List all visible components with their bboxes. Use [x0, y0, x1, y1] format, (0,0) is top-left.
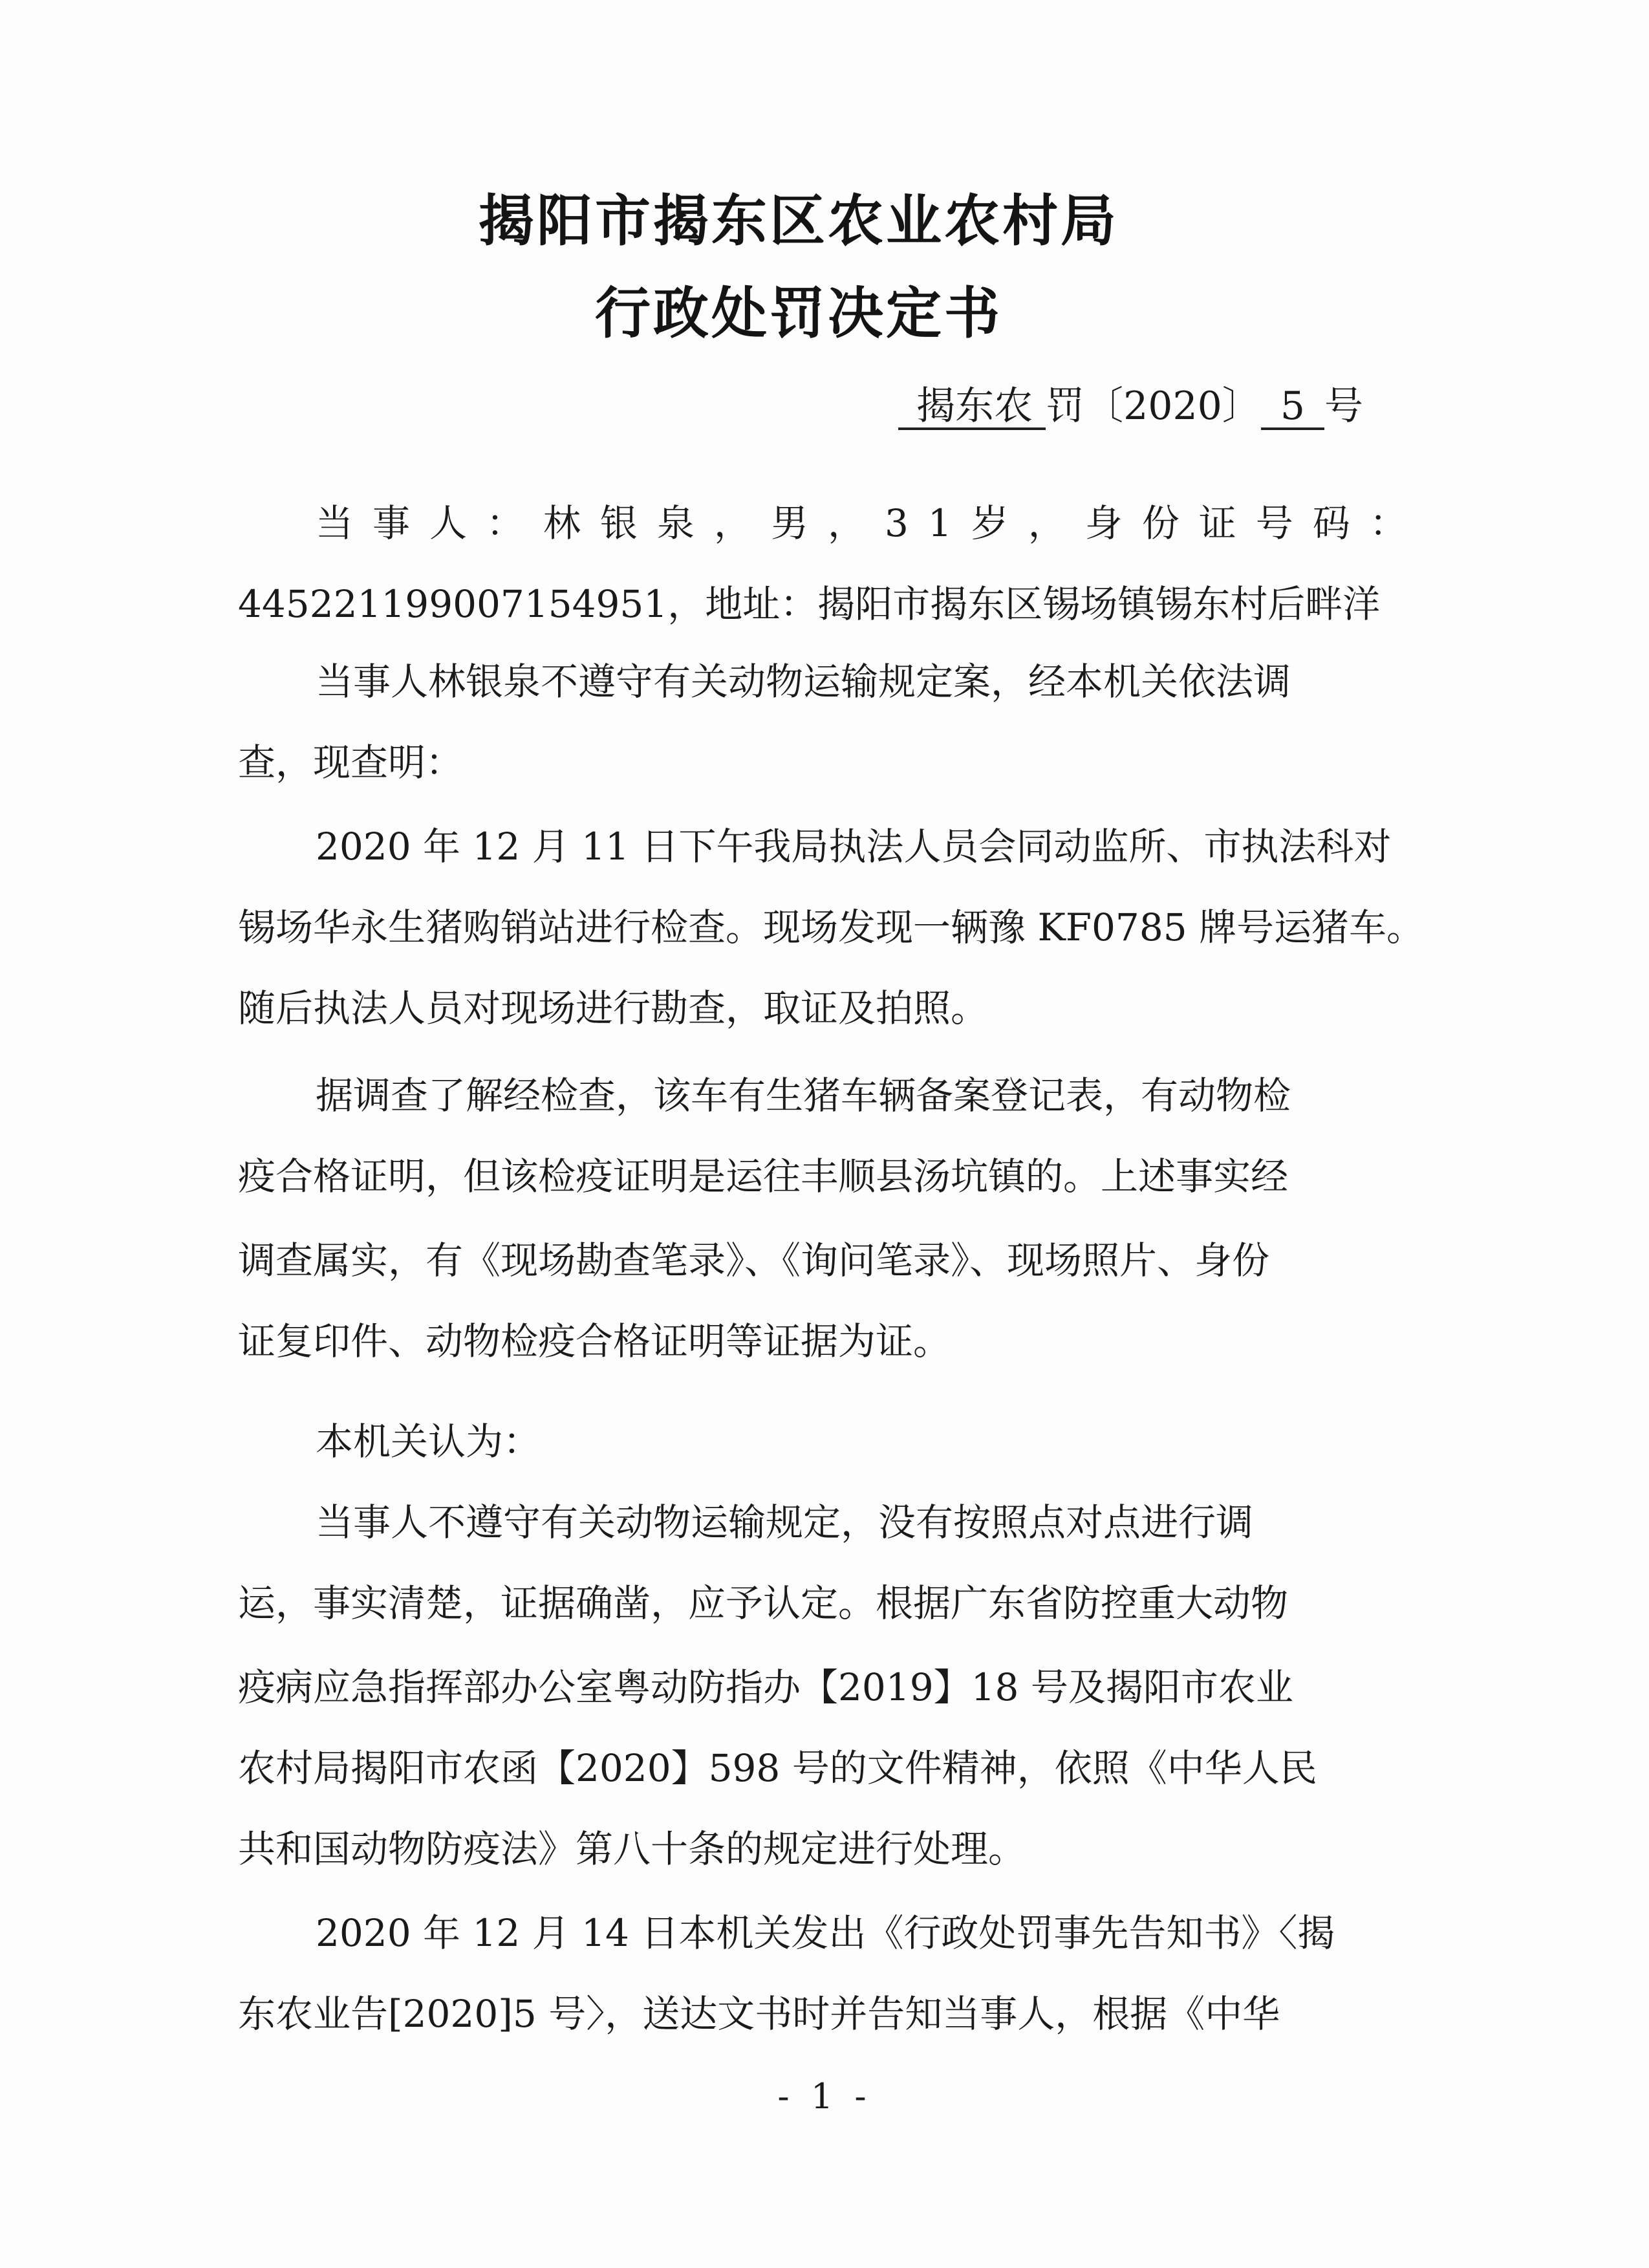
body-line: 东农业告[2020]5 号〉，送达文书时并告知当事人，根据《中华 [238, 1992, 1280, 2036]
body-line: 锡场华永生猪购销站进行检查。现场发现一辆豫 KF0785 牌号运猪车。 [238, 905, 1425, 949]
body-line: 疫病应急指挥部办公室粤动防指办【2019】18 号及揭阳市农业 [238, 1665, 1293, 1709]
body-line: 2020 年 12 月 14 日本机关发出《行政处罚事先告知书》〈揭 [316, 1911, 1335, 1955]
body-line: 疫合格证明，但该检疫证明是运往丰顺县汤坑镇的。上述事实经 [238, 1154, 1289, 1198]
document-title-line2: 行政处罚决定书 [595, 281, 1002, 346]
body-line: 当事人不遵守有关动物运输规定，没有按照点对点进行调 [316, 1500, 1254, 1544]
doc-number-value: 5 [1261, 385, 1324, 430]
body-line: 445221199007154951，地址：揭阳市揭东区锡场镇锡东村后畔洋 [238, 582, 1381, 626]
page-number: - 1 - [777, 2076, 872, 2117]
body-line: 调查属实，有《现场勘查笔录》、《询问笔录》、现场照片、身份 [238, 1238, 1270, 1282]
document-title-line1: 揭阳市揭东区农业农村局 [479, 188, 1119, 254]
body-line: 共和国动物防疫法》第八十条的规定进行处理。 [238, 1827, 1026, 1871]
document-number [898, 375, 1363, 431]
doc-number-suffix: 号 [1324, 383, 1363, 429]
doc-number-prefix: 揭东农 [898, 385, 1046, 430]
body-line: 2020 年 12 月 11 日下午我局执法人员会同动监所、市执法科对 [316, 825, 1392, 869]
body-line: 当事人：林银泉，男，31岁，身份证号码： [316, 501, 1427, 545]
body-line: 随后执法人员对现场进行勘查，取证及拍照。 [238, 986, 989, 1030]
body-line: 农村局揭阳市农函【2020】598 号的文件精神，依照《中华人民 [238, 1746, 1317, 1790]
body-line: 据调查了解经检查，该车有生猪车辆备案登记表，有动物检 [316, 1074, 1291, 1118]
body-line: 当事人林银泉不遵守有关动物运输规定案，经本机关依法调 [316, 660, 1291, 704]
doc-number-middle: 罚〔2020〕 [1046, 383, 1261, 429]
body-line: 证复印件、动物检疫合格证明等证据为证。 [238, 1319, 951, 1363]
body-line: 本机关认为： [316, 1420, 541, 1463]
body-line: 运，事实清楚，证据确凿，应予认定。根据广东省防控重大动物 [238, 1581, 1289, 1625]
body-line: 查，现查明： [238, 740, 464, 784]
